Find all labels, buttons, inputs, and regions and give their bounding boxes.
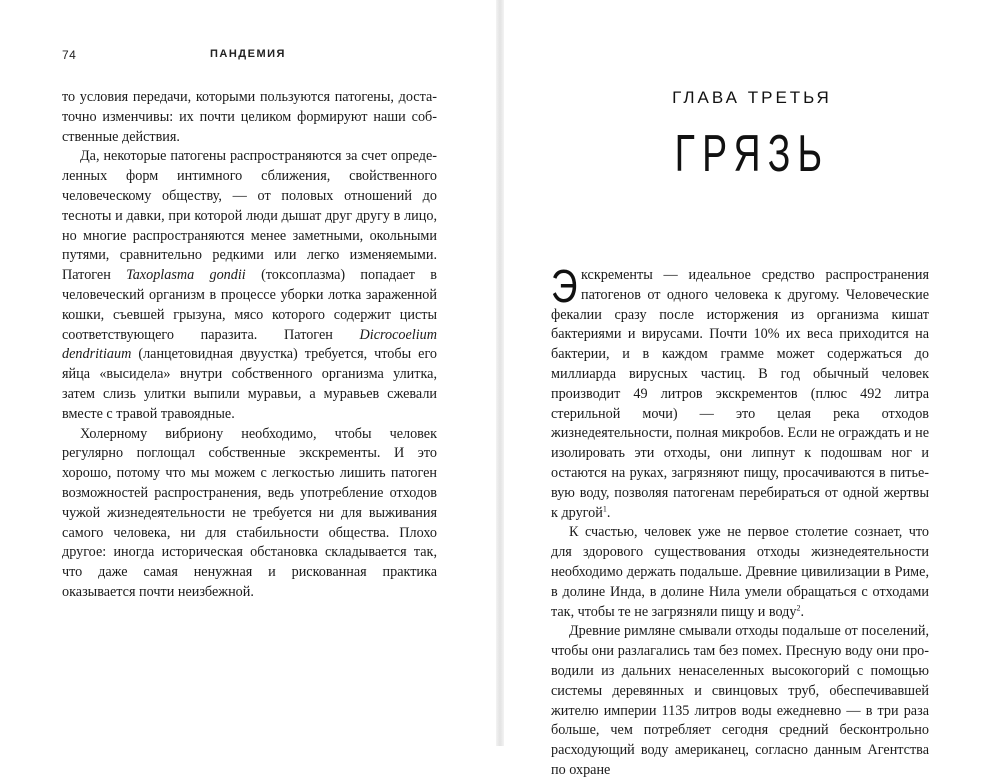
page-number: 74 [62, 48, 77, 62]
chapter-title: ГРЯЗЬ [674, 125, 830, 183]
left-body-text [62, 88, 437, 603]
chapter-label: ГЛАВА ТРЕТЬЯ [672, 88, 832, 107]
right-paragraph-2-end: . [800, 603, 804, 620]
right-paragraph-2-text: К счастью, человек уже не первое столетие сознает, что для здорового существования отходы жизнедеятельности необходимо держать подальше. Древние цивилизации в Риме, в долине Инда, в долине Нила умели обращаться с отходами так, чтобы те не загрязняли пищу и воду [551, 524, 929, 620]
footnote-ref-2[interactable]: 2 [796, 602, 801, 612]
taxoplasma-term: Taxoplasma gondii [126, 267, 246, 284]
running-title: ПАНДЕМИЯ [210, 48, 286, 60]
book-gutter [496, 0, 504, 746]
left-page [0, 0, 496, 746]
left-paragraph-2-part-b: (токсоплазма) попадает в человеческий организм в процессе уборки лотка зараженной кошки, съевшей грызуна, мясо которого содержит цисты соответствующего паразита. Патоген [62, 267, 438, 343]
right-paragraph-1 [551, 260, 929, 523]
right-paragraph-1-text: кскременты — идеальное средство распространения патогенов от одного человека к другому. Человеческие фекалии сразу после исторжения из организма кишат бактериями и вирусами. Почти 10% их веса приходится на бактерии, и в каждом грамме может содержаться до миллиарда вирусных частиц. В год обычный человек производит 49 литров экскрементов (плюс 492 литра стерильной мочи) — это целая река отходов жизнедеятельности, полная микробов. Если не ограждать и не изолировать эти отходы, они липнут к подошвам ног и остаются на руках, загрязняют пищу, просачиваются в питьевую воду, позволяя патогенам перебираться от одной жертвы к другой [551, 267, 929, 521]
running-head [62, 48, 434, 66]
right-paragraph-2 [551, 523, 929, 622]
left-paragraph-2 [62, 147, 437, 424]
right-page [504, 0, 1000, 778]
left-paragraph-2-part-c: (ланцетовидная двуустка) требуется, чтобы его яйца «высидела» внутри собственного организма улитка, затем слизь улитки выпили муравьи, а муравьев сжевали вместе с травой травоядные. [62, 346, 437, 422]
footnote-ref-1[interactable]: 1 [602, 503, 607, 513]
right-paragraph-3: Древние римляне смывали отходы подальше от поселений, чтобы они разлагались там без помех. Пресную воду они проводили из дальних ненаселенных высокогорий с помощью системы деревянных и свинцовых труб, обеспечивавшей жителю империи 1135 литров воды ежедневно — в три раза больше, чем потребляет сегодня средний бесконтрольно расходующий воду американец, согласно данным Агентства по охране [551, 623, 929, 778]
dicrocoelium-term: Dicrocoelium dendritiaum [62, 326, 437, 363]
right-body-text [551, 260, 929, 781]
left-paragraph-3: Холерному вибриону необходимо, чтобы человек регулярно поглощал собственные экскременты. И это хорошо, потому что мы можем с легкостью лишить патоген возможностей распространения, ведь употребление отходов чужой жизнедеятельности не требуется ни для выживания самого человека, ни для стабильности общества. Плохо другое: иногда историческая обстановка складывается так, что даже самая ненужная и рискованная практика оказывается почти неизбежной. [62, 425, 437, 600]
left-paragraph-1: то условия передачи, которыми пользуются патогены, достаточно изменчивы: их почти целиком формируют наши собственные действия. [62, 89, 437, 145]
dropcap-letter: Э [551, 260, 578, 312]
left-paragraph-2-part-a: Да, некоторые патогены распространяются за счет определенных форм интимного сближения, свойственного человеческому обществу, — от половых отношений до тесноты и давки, при которой люди дышат друг другу в лицо, но многие распространяются менее заметными, окольными путями, сравнительно редкими или легко изменяемыми. Патоген [62, 148, 437, 284]
right-paragraph-1-end: . [606, 504, 611, 521]
